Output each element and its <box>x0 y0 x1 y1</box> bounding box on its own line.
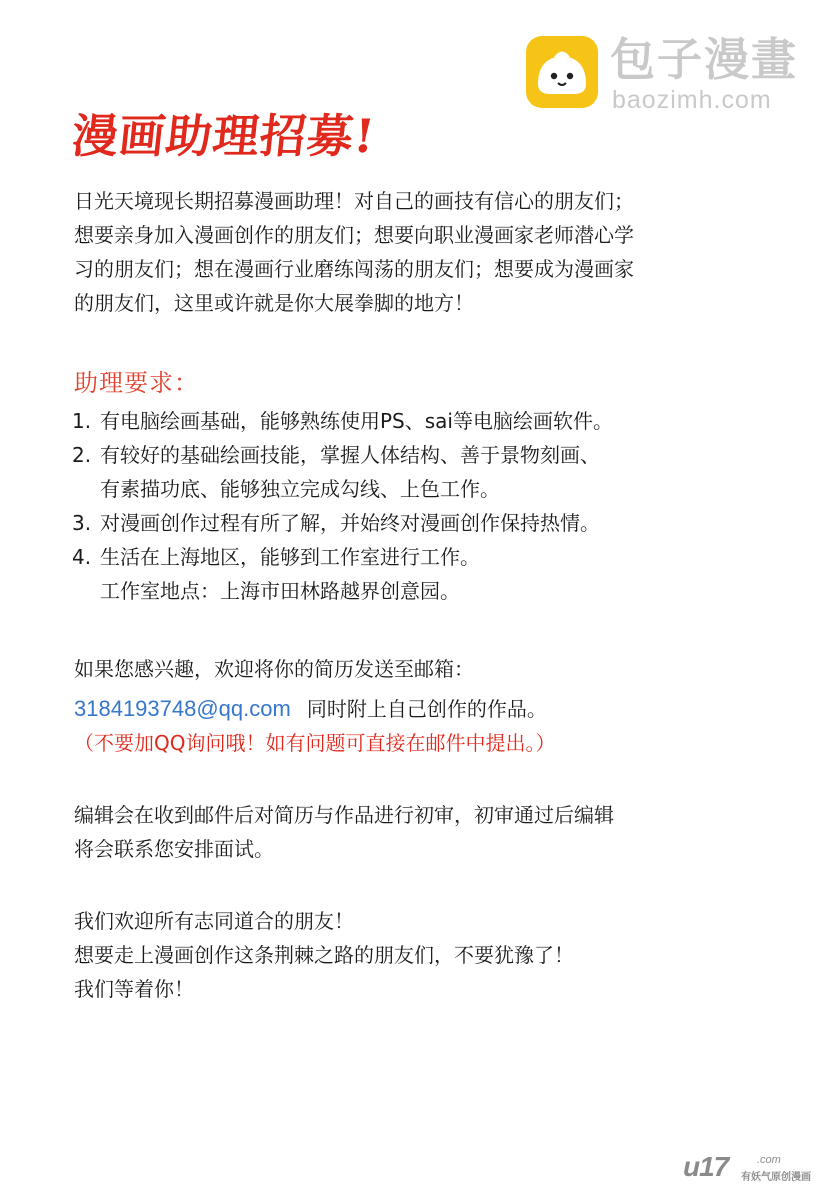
item-number: 1. <box>72 409 92 433</box>
review-line: 将会联系您安排面试。 <box>74 837 274 861</box>
item-text: 有较好的基础绘画技能，掌握人体结构、善于景物刻画、 <box>100 443 600 467</box>
u17-logo-main: u17 <box>683 1151 729 1182</box>
closing-line: 我们等着你！ <box>74 977 194 1001</box>
u17-logo <box>683 1152 823 1184</box>
list-item <box>72 404 613 438</box>
item-continuation: 工作室地点：上海市田林路越界创意园。 <box>100 579 460 603</box>
closing-line: 我们欢迎所有志同道合的朋友！ <box>74 909 354 933</box>
item-number: 4. <box>72 545 92 569</box>
watermark-domain: baozimh.com <box>612 86 772 114</box>
requirements-list <box>72 404 613 608</box>
intro-line: 日光天境现长期招募漫画助理！对自己的画技有信心的朋友们； <box>74 189 634 213</box>
u17-logo-slogan: 有妖气原创漫画 <box>741 1172 811 1183</box>
list-item <box>72 506 613 540</box>
contact-line: 如果您感兴趣，欢迎将你的简历发送至邮箱： <box>74 657 474 681</box>
item-continuation: 有素描功底、能够独立完成勾线、上色工作。 <box>100 477 500 501</box>
item-text: 对漫画创作过程有所了解，并始终对漫画创作保持热情。 <box>100 511 600 535</box>
email-line <box>74 694 547 724</box>
item-number: 3. <box>72 511 92 535</box>
email-link[interactable]: 3184193748@qq.com <box>74 696 291 721</box>
closing-paragraph <box>74 904 574 1006</box>
baozi-logo-icon <box>524 34 600 110</box>
list-item <box>72 438 613 472</box>
intro-line: 的朋友们，这里或许就是你大展拳脚的地方！ <box>74 291 474 315</box>
review-line: 编辑会在收到邮件后对简历与作品进行初审，初审通过后编辑 <box>74 803 614 827</box>
list-item <box>72 540 613 574</box>
review-paragraph <box>74 798 614 866</box>
intro-paragraph <box>74 184 634 320</box>
item-text: 有电脑绘画基础，能够熟练使用PS、sai等电脑绘画软件。 <box>100 409 613 433</box>
page-title: 漫画助理招募! <box>69 109 379 163</box>
email-suffix: 同时附上自己创作的作品。 <box>306 697 547 721</box>
contact-note: （不要加QQ询问哦！如有问题可直接在邮件中提出。） <box>74 731 556 755</box>
watermark <box>524 34 824 114</box>
requirements-heading: 助理要求： <box>74 369 199 397</box>
item-text: 生活在上海地区，能够到工作室进行工作。 <box>100 545 480 569</box>
item-number: 2. <box>72 443 92 467</box>
u17-logo-suffix: .com <box>757 1154 781 1166</box>
watermark-name: 包子漫畫 <box>610 33 799 86</box>
intro-line: 想要亲身加入漫画创作的朋友们；想要向职业漫画家老师潜心学 <box>74 223 634 247</box>
closing-line: 想要走上漫画创作这条荆棘之路的朋友们，不要犹豫了！ <box>74 943 574 967</box>
intro-line: 习的朋友们；想在漫画行业磨练闯荡的朋友们；想要成为漫画家 <box>74 257 634 281</box>
